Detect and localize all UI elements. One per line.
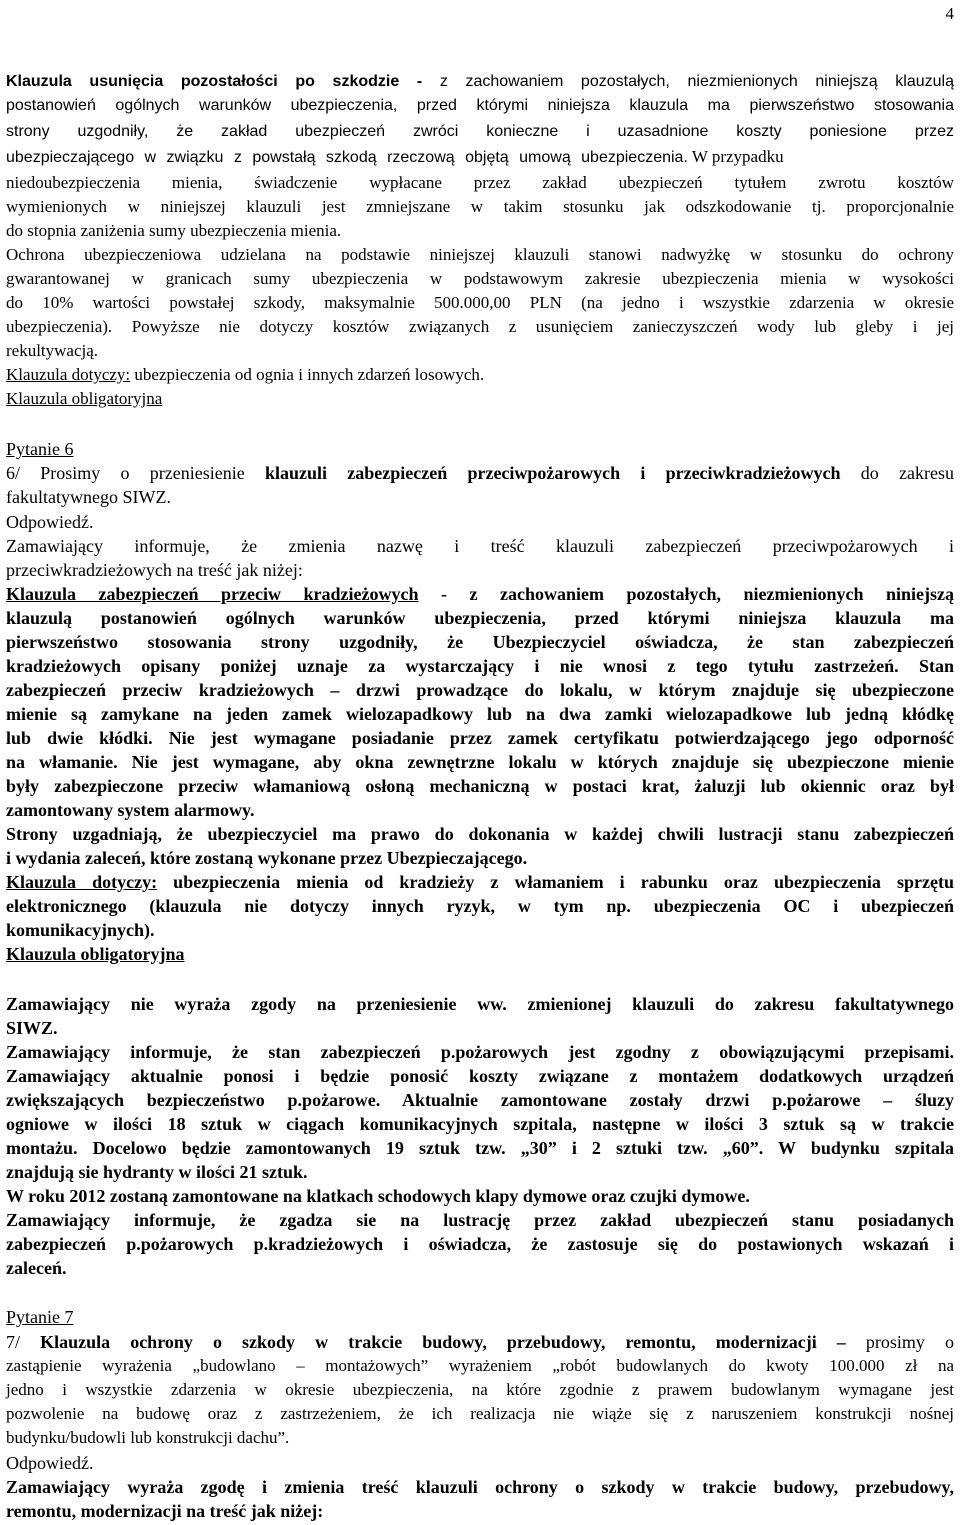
text-line: Klauzula dotyczy: ubezpieczenia od ognia i innych zdarzeń losowych. [6,365,485,384]
text-line: jedno i wszystkie zdarzenia w okresie ubezpieczenia, na które zgodnie z prawem budowlanym wymagane jest [6,1380,954,1399]
text-line: remontu, modernizacji na treść jak niżej: [6,1501,324,1521]
text-line: strony uzgodniły, że zakład ubezpieczeń zwróci konieczne i uzasadnione koszty poniesione przez [6,123,954,140]
text-line: Zamawiający informuje, że stan zabezpieczeń p.pożarowych jest zgodny z obowiązującymi przepisami. [6,1042,954,1062]
text-line: do 10% wartości powstałej szkody, maksymalnie 500.000,00 PLN (na jedno i wszystkie zdarzenia w okresie [6,293,954,312]
text-line: Ochrona ubezpieczeniowa udzielana na podstawie niniejszej klauzuli stanowi nadwyżkę w stosunku do ochrony [6,245,954,264]
text-line: były zabezpieczone przeciw włamaniową osłoną mechaniczną w postaci krat, żaluzji lub okiennic oraz był [6,776,954,796]
text-line: budynku/budowli lub konstrukcji dachu”. [6,1428,290,1447]
text-line: zwiększających bezpieczeństwo p.pożarowe. Aktualnie zamontowane zostały drzwi p.pożarowe – śluzy [6,1090,954,1110]
text-line: montażu. Docelowo będzie zamontowanych 19 sztuk tzw. „30” i 2 sztuki tzw. „60”. W budynku szpitala [6,1138,954,1158]
text-line: zaleceń. [6,1258,67,1278]
text-line: Klauzula zabezpieczeń przeciw kradzieżowych - z zachowaniem pozostałych, niezmienionych niniejszą [6,584,955,604]
text-line: przeciwkradzieżowych na treść jak niżej: [6,560,303,580]
text-line: 7/ Klauzula ochrony o szkody w trakcie budowy, przebudowy, remontu, modernizacji – prosimy o [6,1332,954,1352]
text-line: zabezpieczeń p.pożarowych p.kradzieżowych i oświadcza, że zastosuje się do postawionych wskazań i [6,1234,954,1254]
text-line: Zamawiający nie wyraża zgody na przeniesienie ww. zmienionej klauzuli do zakresu fakultatywnego [6,994,954,1014]
question-heading: Pytanie 6 [6,439,74,459]
text-line: SIWZ. [6,1018,58,1038]
text-line: Zamawiający aktualnie ponosi i będzie ponosić koszty związane z montażem dodatkowych urządzeń [6,1066,954,1086]
text-line: ubezpieczenia). Powyższe nie dotyczy kosztów związanych z usunięciem zanieczyszczeń wody lub gleby i jej [6,317,954,336]
clause-title: Klauzula usunięcia pozostałości po szkodzie - [6,73,423,90]
text-line: pierwszeństwo stosowania strony uzgodniły, że Ubezpieczyciel oświadcza, że stan zabezpieczeń [6,632,954,652]
text-line: klauzulą postanowień ogólnych warunków ubezpieczenia, przed którymi niniejsza klauzula ma [6,608,954,628]
text-line: i wydania zaleceń, które zostaną wykonane przez Ubezpieczającego. [6,848,528,868]
text-line: 6/ Prosimy o przeniesienie klauzuli zabezpieczeń przeciwpożarowych i przeciwkradzieżowych do zakresu [6,463,954,483]
text-line: komunikacyjnych). [6,920,155,940]
text-line: Klauzula dotyczy: ubezpieczenia mienia od kradzieży z włamaniem i rabunku oraz ubezpieczenia sprzętu [6,872,955,892]
text-line: Klauzula usunięcia pozostałości po szkodzie - z zachowaniem pozostałych, niezmienionych niniejszą klauzulą [6,73,954,90]
text-line: ubezpieczającego w związku z powstałą szkodą rzeczową objętą umową ubezpieczenia. W przypadku [6,147,784,166]
answer-label: Odpowiedź. [6,512,94,532]
page-number: 4 [945,4,954,23]
obligatory-label: Klauzula obligatoryjna [6,389,163,408]
text-line: rekultywacją. [6,341,99,360]
text-line: kradzieżowych opisany poniżej uznaje za wystarczający i nie wnosi z tego tytułu zastrzeżeń. Stan [6,656,954,676]
text-line: W roku 2012 zostaną zamontowane na klatkach schodowych klapy dymowe oraz czujki dymowe. [6,1186,750,1206]
text-line: fakultatywnego SIWZ. [6,487,171,507]
text-line: gwarantowanej w granicach sumy ubezpieczenia w podstawowym zakresie ubezpieczenia mienia w wysokości [6,269,954,288]
text-line: Zamawiający wyraża zgodę i zmienia treść klauzuli ochrony o szkody w trakcie budowy, przebudowy, [6,1477,954,1497]
text-line: postanowień ogólnych warunków ubezpieczenia, przed którymi niniejsza klauzula ma pierwszeństwo stosowania [6,97,954,114]
text-line: niedoubezpieczenia mienia, świadczenie wypłacane przez zakład ubezpieczeń tytułem zwrotu kosztów [6,173,954,192]
text-line: zastąpienie wyrażenia „budowlano – montażowych” wyrażeniem „robót budowlanych do kwoty 100.000 zł na [6,1356,954,1375]
text-line: znajdują sie hydranty w ilości 21 sztuk. [6,1162,308,1182]
obligatory-label: Klauzula obligatoryjna [6,944,185,964]
text-line: zabezpieczeń przeciw kradzieżowych – drzwi prowadzące do lokalu, w którym znajduje się ubezpieczone [6,680,954,700]
text-line: na włamanie. Nie jest wymagane, aby okna zewnętrzne lokalu w których znajduje się ubezpieczone mienie [6,752,954,772]
text-line: mienie są zamykane na jeden zamek wielozapadkowy lub na dwa zamki wielozapadkowe lub jedną kłódkę [6,704,954,724]
text-line: zamontowany system alarmowy. [6,800,255,820]
text-line [6,387,954,411]
text-line: pozwolenie na budowę oraz z zastrzeżeniem, że ich realizacja nie wiąże się z naruszeniem konstrukcji nośnej [6,1404,954,1423]
text-line: ogniowe w ilości 18 sztuk w ciągach komunikacyjnych szpitala, następne w ilości 3 sztuk są w trakcie [6,1114,954,1134]
question-heading: Pytanie 7 [6,1307,74,1327]
text-line: wymienionych w niniejszej klauzuli jest zmniejszane w takim stosunku jak odszkodowanie tj. proporcjonalnie [6,197,954,216]
text-line [6,942,954,966]
text-line: elektronicznego (klauzula nie dotyczy innych ryzyk, w tym np. ubezpieczenia OC i ubezpieczeń [6,896,954,916]
text-line: Zamawiający informuje, że zmienia nazwę i treść klauzuli zabezpieczeń przeciwpożarowych i [6,536,954,556]
text-line: lub dwie kłódki. Nie jest wymagane posiadanie przez zamek certyfikatu potwierdzającego jego odporność [6,728,954,748]
text-line: Zamawiający informuje, że zgadza sie na lustrację przez zakład ubezpieczeń stanu posiadanych [6,1210,954,1230]
text-line: do stopnia zaniżenia sumy ubezpieczenia mienia. [6,221,342,240]
text-line: Strony uzgadniają, że ubezpieczyciel ma prawo do dokonania w każdej chwili lustracji stanu zabezpieczeń [6,824,954,844]
answer-label: Odpowiedź. [6,1453,94,1473]
